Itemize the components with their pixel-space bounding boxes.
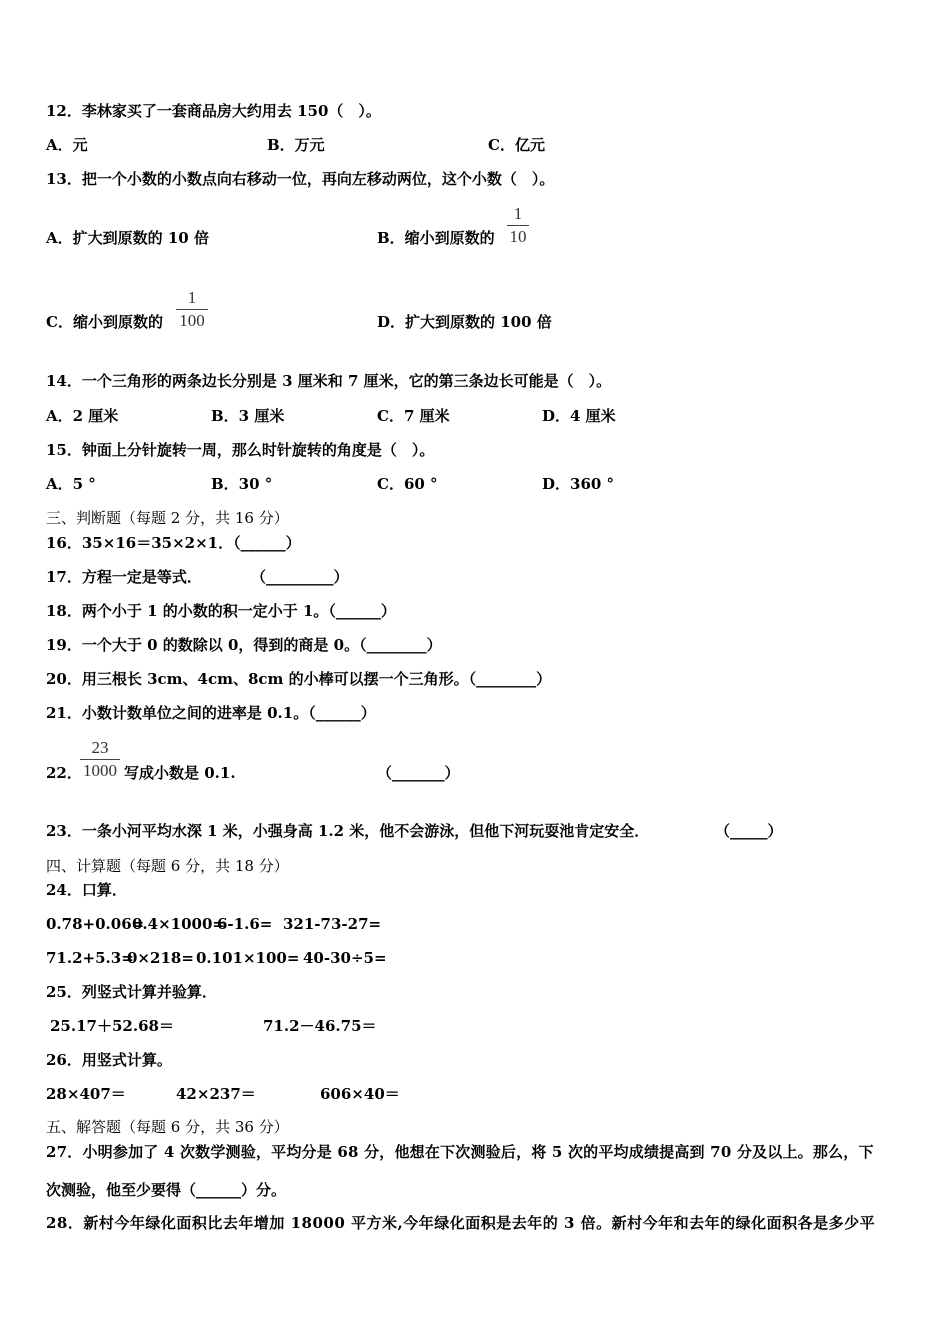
q14-option-b: B．3 厘米 [211, 407, 285, 425]
q27-line-2: 次测验，他至少要得（______）分。 [46, 1181, 287, 1199]
fraction-denominator: 10 [509, 227, 527, 246]
fraction-numerator: 23 [91, 738, 109, 757]
q12-option-b: B．万元 [267, 136, 325, 154]
fraction-denominator: 100 [179, 311, 205, 330]
q24-item: 0.4×1000= [132, 915, 225, 933]
q24-item: 321-73-27= [283, 915, 382, 933]
q26-item: 42×237＝ [176, 1085, 256, 1103]
q13-option-b: B．缩小到原数的 [377, 229, 495, 247]
q24-item: 40-30÷5= [303, 949, 387, 967]
q20: 20．用三根长 3cm、4cm、8cm 的小棒可以摆一个三角形。（________） [46, 670, 552, 688]
section-4-heading: 四、计算题（每题 6 分，共 18 分） [46, 857, 289, 875]
q26-item: 28×407＝ [46, 1085, 126, 1103]
q24-item: 0×218= [127, 949, 194, 967]
q21: 21．小数计数单位之间的进率是 0.1。（______） [46, 704, 376, 722]
q15-stem: 15．钟面上分针旋转一周，那么时针旋转的角度是（ ）。 [46, 441, 435, 459]
q28: 28．新村今年绿化面积比去年增加 18000 平方米,今年绿化面积是去年的 3 倍。新村今年和去年的绿化面积各是多少平 [46, 1214, 876, 1232]
q22-answer-blank: （_______） [377, 764, 460, 782]
q14-option-a: A．2 厘米 [46, 407, 119, 425]
q24-title: 24．口算． [46, 881, 127, 899]
q13-option-c: C．缩小到原数的 [46, 313, 163, 331]
q16: 16．35×16＝35×2×1．（______） [46, 534, 301, 552]
fraction-bar [176, 309, 208, 310]
fraction-bar [80, 759, 120, 760]
q14-stem: 14．一个三角形的两条边长分别是 3 厘米和 7 厘米，它的第三条边长可能是（ ）。 [46, 372, 612, 390]
q17-answer-blank: （_________） [251, 568, 349, 586]
fraction-numerator: 1 [187, 288, 197, 307]
q13-option-a: A．扩大到原数的 10 倍 [46, 229, 209, 247]
q15-option-c: C．60 ° [377, 475, 438, 493]
q22-fraction [80, 739, 120, 780]
q18: 18．两个小于 1 的小数的积一定小于 1。（______） [46, 602, 396, 620]
q15-option-d: D．360 ° [542, 475, 615, 493]
q26-item: 606×40＝ [320, 1085, 400, 1103]
q22-number: 22． [46, 764, 82, 782]
q12-stem: 12．李林家买了一套商品房大约用去 150（ ）。 [46, 102, 381, 120]
fraction-bar [507, 225, 529, 226]
q26-title: 26．用竖式计算。 [46, 1051, 172, 1069]
q23: 23．一条小河平均水深 1 米，小强身高 1.2 米，他不会游泳，但他下河玩耍池肯定安全． [46, 822, 650, 840]
q12-option-c: C．亿元 [488, 136, 545, 154]
q13-option-b-fraction [507, 205, 529, 246]
q25-item: 25.17＋52.68＝ [50, 1017, 174, 1035]
q24-item: 0.78+0.06= [46, 915, 145, 933]
q15-option-b: B．30 ° [211, 475, 273, 493]
q13-option-d: D．扩大到原数的 100 倍 [377, 313, 552, 331]
q17: 17．方程一定是等式． [46, 568, 202, 586]
q22-text: 写成小数是 0.1. [124, 764, 236, 782]
fraction-numerator: 1 [513, 204, 523, 223]
q14-option-c: C．7 厘米 [377, 407, 450, 425]
q15-option-a: A．5 ° [46, 475, 96, 493]
q27-line-1: 27．小明参加了 4 次数学测验，平均分是 68 分，他想在下次测验后，将 5 次的平均成绩提高到 70 分及以上。那么，下 [46, 1143, 874, 1161]
q25-item: 71.2－46.75＝ [263, 1017, 377, 1035]
q13-option-c-fraction [176, 289, 208, 330]
q19: 19．一个大于 0 的数除以 0，得到的商是 0。（________） [46, 636, 442, 654]
section-5-heading: 五、解答题（每题 6 分，共 36 分） [46, 1118, 289, 1136]
q24-item: 71.2+5.3= [46, 949, 134, 967]
q14-option-d: D．4 厘米 [542, 407, 616, 425]
fraction-denominator: 1000 [83, 761, 117, 780]
q24-item: 0.101×100= [196, 949, 300, 967]
q24-item: 6-1.6= [217, 915, 273, 933]
q13-stem: 13．把一个小数的小数点向右移动一位，再向左移动两位，这个小数（ ）。 [46, 170, 555, 188]
q23-answer-blank: （_____） [715, 822, 783, 840]
section-3-heading: 三、判断题（每题 2 分，共 16 分） [46, 509, 289, 527]
q25-title: 25．列竖式计算并验算． [46, 983, 217, 1001]
q12-option-a: A．元 [46, 136, 88, 154]
